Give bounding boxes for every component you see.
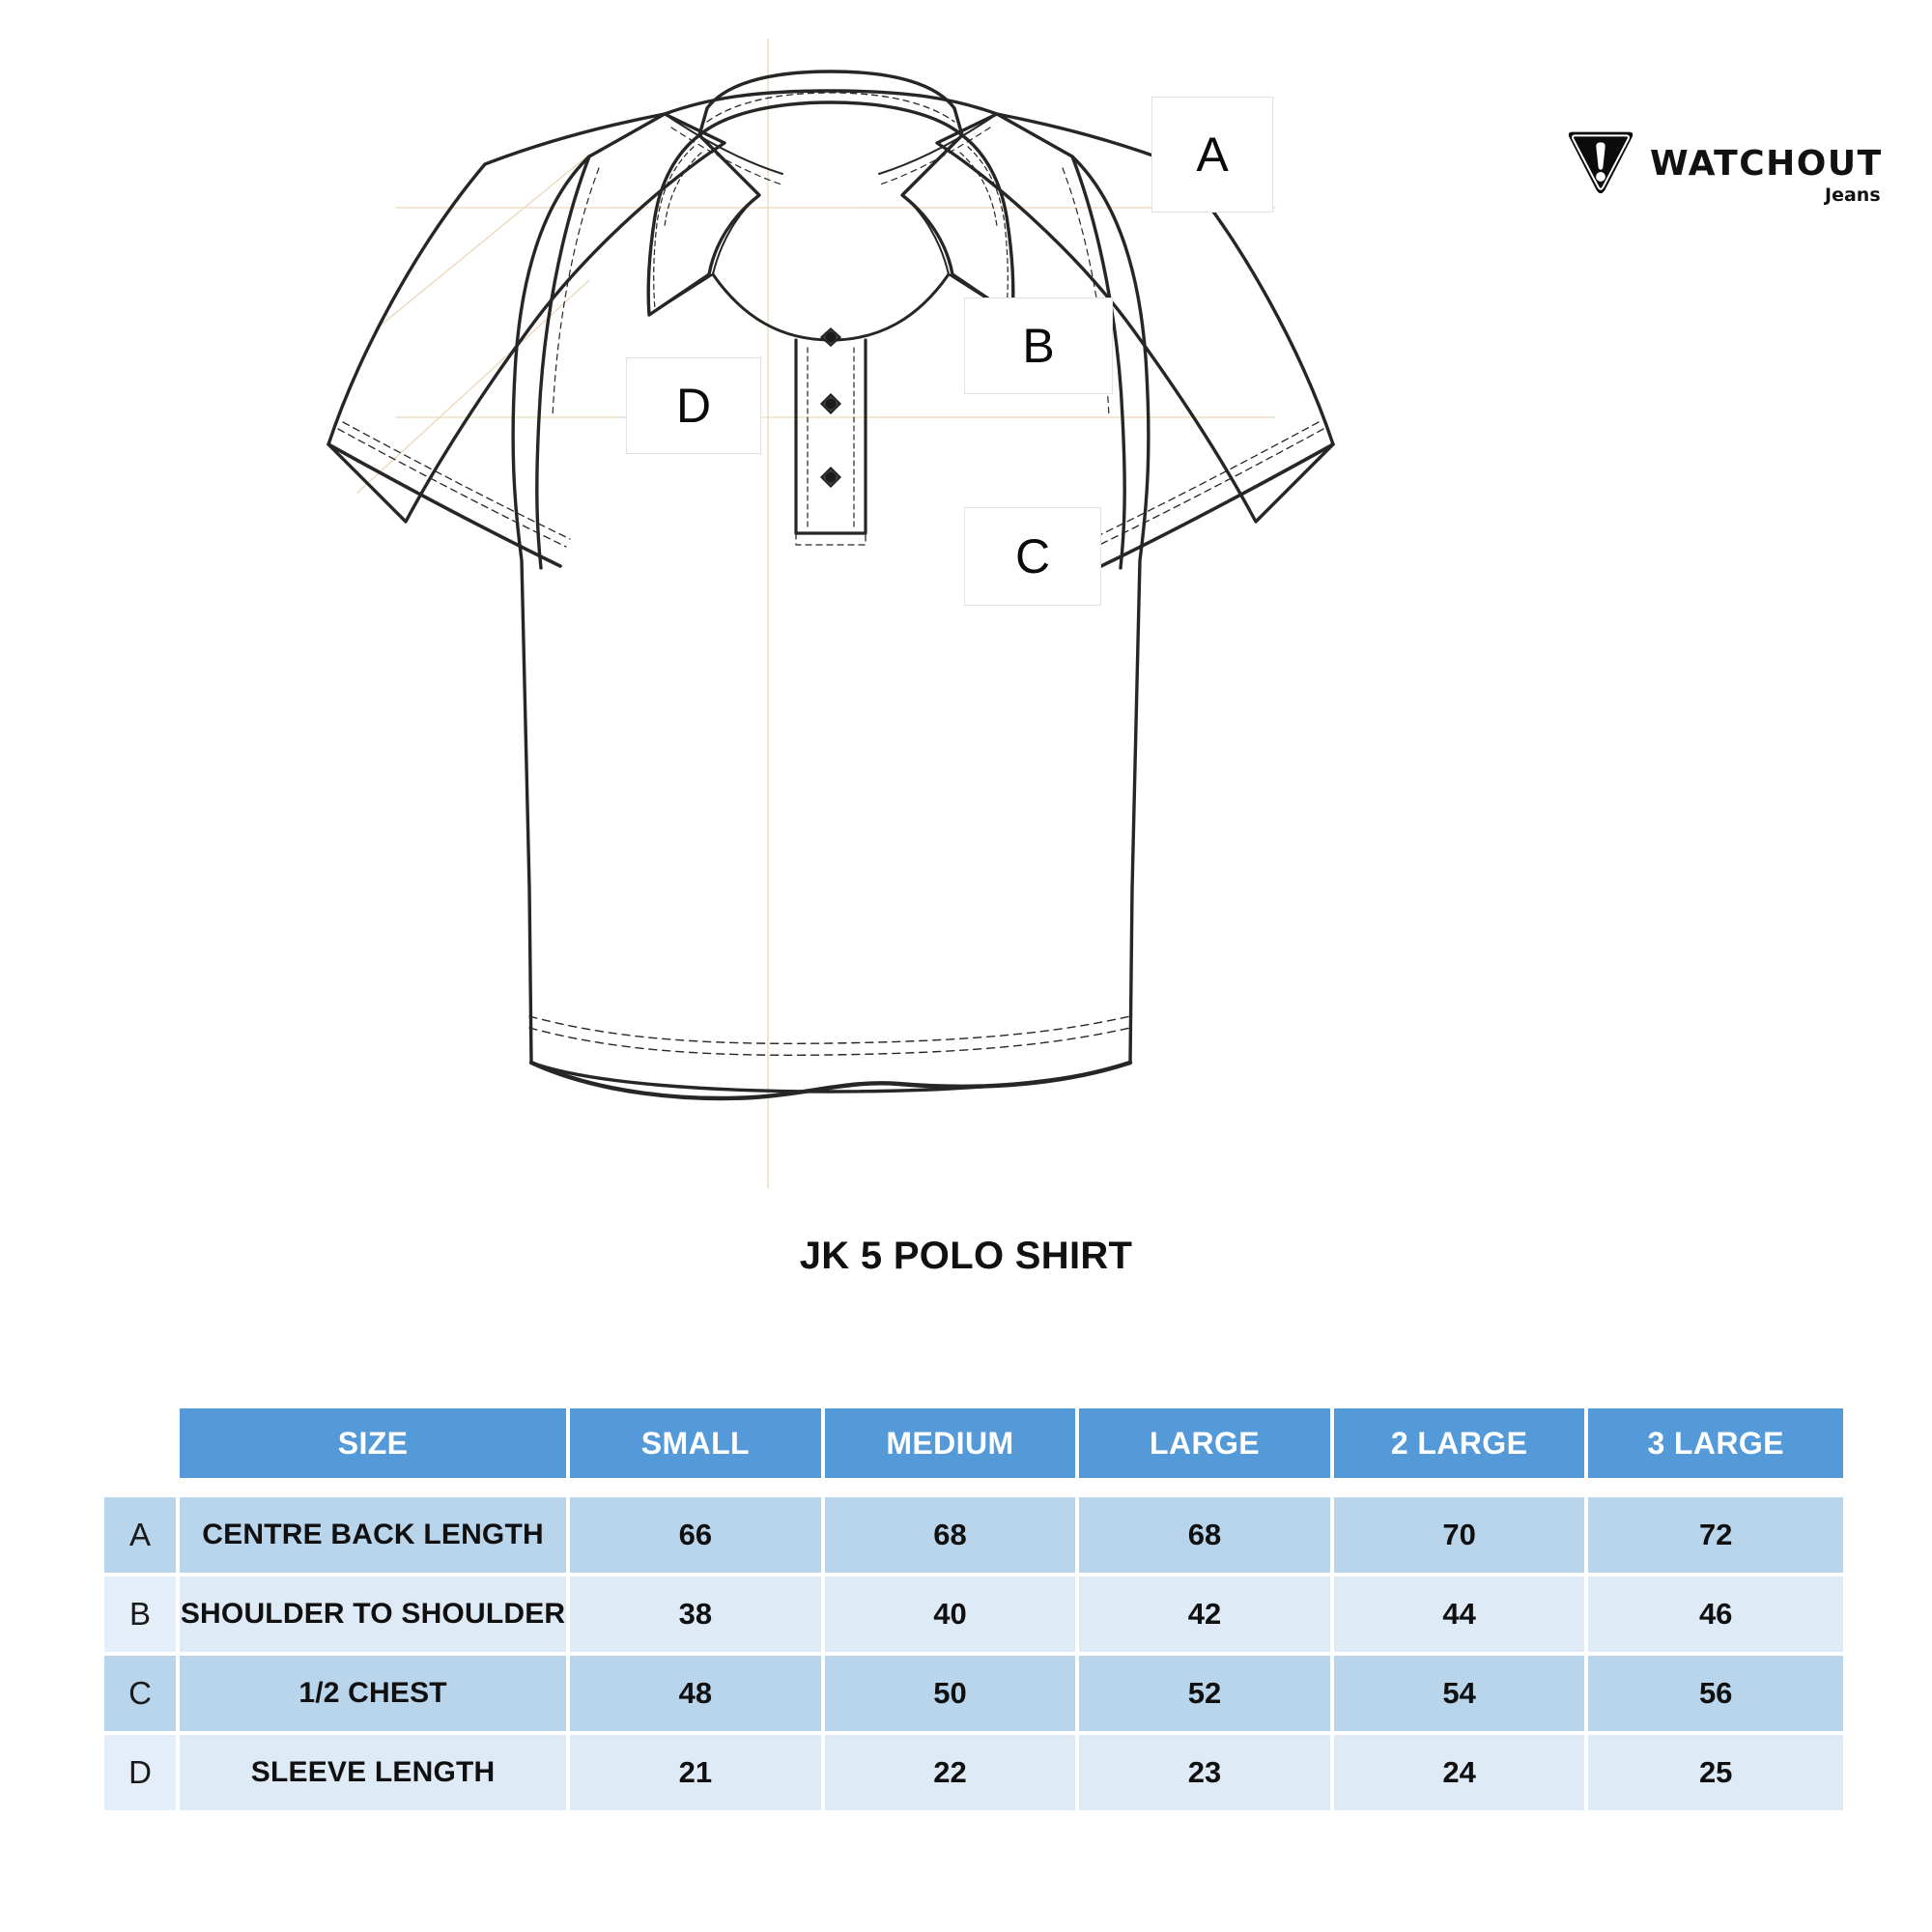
header-cell-3-large: 3 LARGE (1588, 1408, 1843, 1478)
cell-c-small: 48 (570, 1656, 825, 1735)
cell-d-medium: 22 (825, 1735, 1080, 1810)
header-cell-large: LARGE (1079, 1408, 1334, 1478)
cell-d-small: 21 (570, 1735, 825, 1810)
cell-a-3-large: 72 (1588, 1497, 1843, 1577)
brand-wordmark (1650, 126, 1883, 205)
callout-label-d: D (626, 357, 761, 454)
cell-a-large: 68 (1079, 1497, 1334, 1577)
table-row (104, 1735, 1843, 1810)
row-letter-b: B (104, 1577, 180, 1656)
header-spacer-row (104, 1478, 1843, 1497)
cell-d-2-large: 24 (1334, 1735, 1589, 1810)
header-cell-small: SMALL (570, 1408, 825, 1478)
row-description-c: 1/2 CHEST (180, 1656, 570, 1735)
cell-a-medium: 68 (825, 1497, 1080, 1577)
cell-d-3-large: 25 (1588, 1735, 1843, 1810)
callout-label-c: C (964, 507, 1101, 606)
cell-c-large: 52 (1079, 1656, 1334, 1735)
brand-subname: Jeans (1825, 185, 1881, 206)
header-cell-2-large: 2 LARGE (1334, 1408, 1589, 1478)
table-row (104, 1497, 1843, 1577)
placket-buttons (821, 328, 840, 487)
polo-shirt-illustration (270, 39, 1391, 1188)
row-letter-d: D (104, 1735, 180, 1810)
cell-b-large: 42 (1079, 1577, 1334, 1656)
row-description-d: SLEEVE LENGTH (180, 1735, 570, 1810)
cell-c-3-large: 56 (1588, 1656, 1843, 1735)
row-description-b: SHOULDER TO SHOULDER (180, 1577, 570, 1656)
cell-d-large: 23 (1079, 1735, 1334, 1810)
product-title: JK 5 POLO SHIRT (799, 1235, 1133, 1277)
header-cell-medium: MEDIUM (825, 1408, 1080, 1478)
callout-label-a: A (1151, 97, 1273, 213)
size-chart-table (104, 1408, 1843, 1810)
cell-b-3-large: 46 (1588, 1577, 1843, 1656)
cell-a-2-large: 70 (1334, 1497, 1589, 1577)
callout-label-b: B (964, 298, 1113, 394)
table-row (104, 1656, 1843, 1735)
header-cell-size: SIZE (180, 1408, 570, 1478)
cell-c-medium: 50 (825, 1656, 1080, 1735)
header-spacer-cell (104, 1478, 1843, 1497)
brand-name: WATCHOUT (1650, 144, 1883, 184)
header-cell-blank (104, 1408, 180, 1478)
brand-logo (1563, 126, 1883, 209)
row-letter-c: C (104, 1656, 180, 1735)
table-header-row (104, 1408, 1843, 1478)
cell-c-2-large: 54 (1334, 1656, 1589, 1735)
row-description-a: CENTRE BACK LENGTH (180, 1497, 570, 1577)
row-letter-a: A (104, 1497, 180, 1577)
cell-a-small: 66 (570, 1497, 825, 1577)
cell-b-medium: 40 (825, 1577, 1080, 1656)
cell-b-small: 38 (570, 1577, 825, 1656)
table-row (104, 1577, 1843, 1656)
cell-b-2-large: 44 (1334, 1577, 1589, 1656)
warning-triangle-exclamation-icon (1563, 128, 1638, 197)
